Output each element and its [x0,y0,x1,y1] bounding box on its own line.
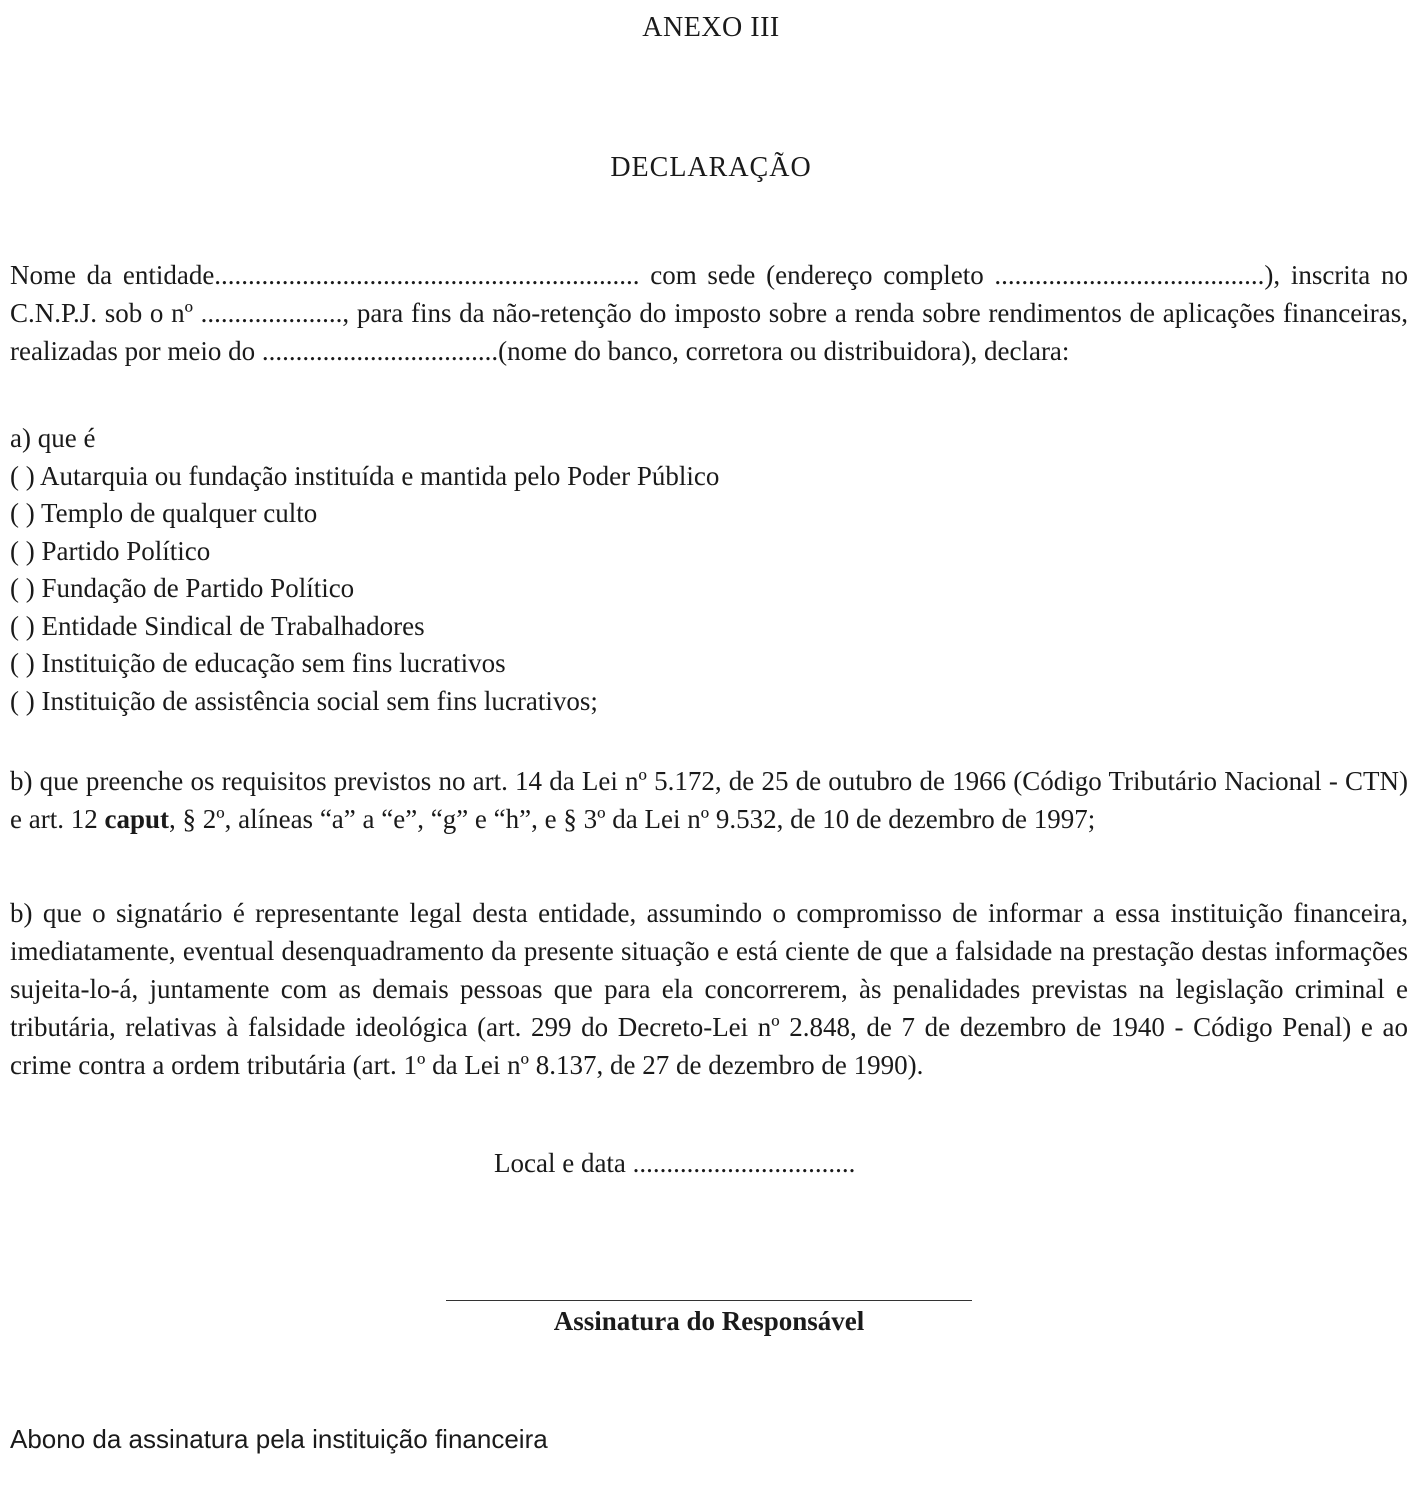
item-b1-text-start: b) que preenche os requisitos previstos no art. 14 da Lei nº 5.172, de 25 de outubro de 1966 (Código Tributário Nacional - CTN) e art. 12 [10,766,1408,834]
option-autarquia: ( ) Autarquia ou fundação instituída e mantida pelo Poder Público [10,460,720,491]
document-title: DECLARAÇÃO [610,152,812,183]
item-b-signatory-paragraph: b) que o signatário é representante legal desta entidade, assumindo o compromisso de informar a essa instituição financeira, imediatamente, eventual desenquadramento da presente situação e está ciente de que a falsidade na prestação destas informações sujeita-lo-á, juntamente com as demais pessoas que para ela concorrerem, às penalidades previstas na legislação criminal e tributária, relativas à falsidade ideológica (art. 299 do Decreto-Lei nº 2.848, de 7 de dezembro de 1940 - Código Penal) e ao crime contra a ordem tributária (art. 1º da Lei nº 8.137, de 27 de dezembro de 1990). [10,898,1408,1080]
entity-type-options [10,458,1408,721]
signature-line [446,1300,972,1301]
item-a-heading: a) que é [10,423,96,453]
option-fundacao-partido: ( ) Fundação de Partido Político [10,573,355,603]
item-a-section [10,420,1408,720]
annex-title: ANEXO III [642,12,780,43]
signature-label: Assinatura do Responsável [553,1306,865,1336]
intro-paragraph: Nome da entidade............................................................... com sede (endereço completo ........................................), inscrita no C.N.P.J. sob o nº ....................., para fins da não-retenção do imposto sobre a renda sobre rendimentos de aplicações financeiras, realizadas por meio do ...................................(nome do banco, corretora ou distribuidora), declara: [10,260,1408,366]
signature-endorsement-label: Abono da assinatura pela instituição financeira [10,1424,548,1454]
option-entidade-sindical: ( ) Entidade Sindical de Trabalhadores [10,610,425,641]
item-b1-bold-caput: caput [104,804,169,834]
item-b1-text-end: , § 2º, alíneas “a” a “e”, “g” e “h”, e § 3º da Lei nº 9.532, de 10 de dezembro de 1997; [168,804,1096,834]
item-b-requirements-paragraph [10,762,1408,838]
local-and-date: Local e data ................................. [494,1148,856,1178]
option-instituicao-educacao: ( ) Instituição de educação sem fins lucrativos [10,648,506,678]
option-instituicao-assistencia: ( ) Instituição de assistência social sem fins lucrativos; [10,685,598,716]
option-templo: ( ) Templo de qualquer culto [10,498,318,528]
option-partido: ( ) Partido Político [10,535,211,566]
